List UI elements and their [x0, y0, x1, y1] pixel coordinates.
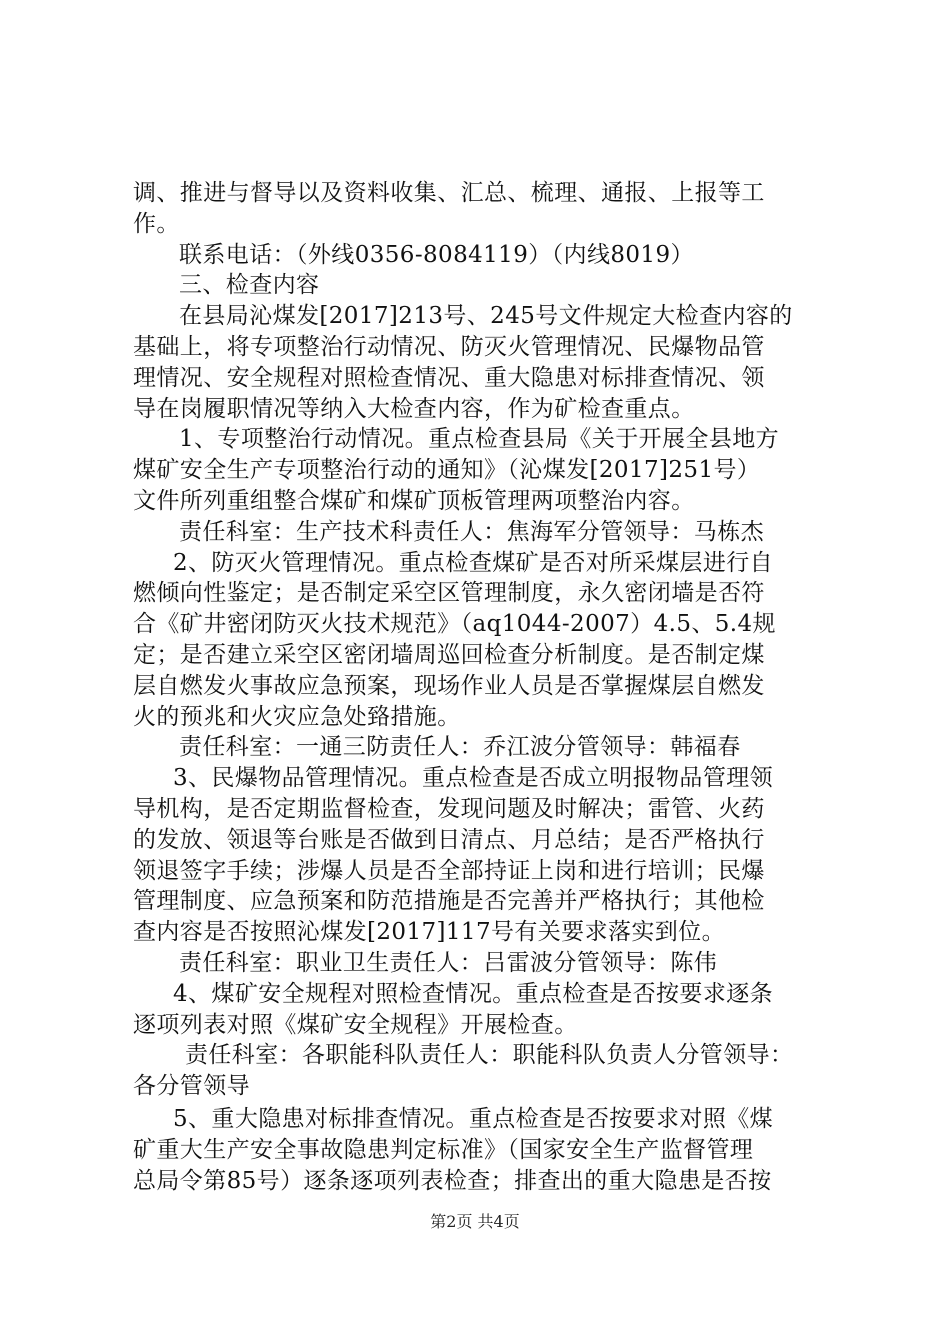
- text-line: 总局令第85号）逐条逐项列表检查；排查出的重大隐患是否按: [133, 1167, 772, 1194]
- text-line: 文件所列重组整合煤矿和煤矿顶板管理两项整治内容。: [133, 487, 695, 514]
- text-line: 调、推进与督导以及资料收集、汇总、梳理、通报、上报等工: [133, 180, 765, 206]
- responsibility-line: 责任科室：生产技术科责任人：焦海军分管领导：马栋杰: [179, 518, 764, 545]
- page-number-footer: 第2页 共4页: [430, 1212, 520, 1231]
- text-line: 作。: [133, 210, 180, 237]
- text-line: 定；是否建立采空区密闭墙周巡回检查分析制度。是否制定煤: [133, 641, 765, 668]
- responsibility-line: 责任科室：各职能科队责任人：职能科队负责人分管领导：: [185, 1042, 794, 1069]
- text-line: 在县局沁煤发[2017]213号、245号文件规定大检查内容的: [179, 303, 793, 330]
- section-heading: 三、检查内容: [179, 272, 320, 299]
- text-line: 导在岗履职情况等纳入大检查内容，作为矿检查重点。: [133, 395, 695, 422]
- text-line: 煤矿安全生产专项整治行动的通知》（沁煤发[2017]251号）: [133, 457, 761, 484]
- text-line: 导机构，是否定期监督检查，发现问题及时解决；雷管、火药: [133, 795, 765, 822]
- item-heading: 1、专项整治行动情况。重点检查县局《关于开展全县地方: [179, 426, 780, 453]
- responsibility-line: 责任科室：一通三防责任人：乔江波分管领导：韩福春: [179, 734, 741, 761]
- text-line: 矿重大生产安全事故隐患判定标准》（国家安全生产监督管理: [133, 1136, 754, 1163]
- text-line: 领退签字手续；涉爆人员是否全部持证上岗和进行培训；民爆: [133, 857, 765, 884]
- text-line: 火的预兆和火灾应急处臵措施。: [133, 703, 461, 730]
- item-heading: 5、重大隐患对标排查情况。重点检查是否按要求对照《煤: [173, 1105, 774, 1132]
- item-heading: 3、民爆物品管理情况。重点检查是否成立明报物品管理领: [173, 765, 774, 792]
- text-line: 各分管领导: [133, 1073, 250, 1100]
- text-line: 逐项列表对照《煤矿安全规程》开展检查。: [133, 1011, 578, 1038]
- contact-phone-line: 联系电话：（外线0356-8084119）（内线8019）: [179, 241, 694, 268]
- text-line: 合《矿井密闭防灭火技术规范》（aq1044-2007）4.5、5.4规: [133, 611, 776, 638]
- text-line: 管理制度、应急预案和防范措施是否完善并严格执行；其他检: [133, 888, 765, 915]
- responsibility-line: 责任科室：职业卫生责任人：吕雷波分管领导：陈伟: [179, 949, 718, 976]
- text-line: 燃倾向性鉴定；是否制定采空区管理制度，永久密闭墙是否符: [133, 580, 765, 607]
- item-heading: 2、防灭火管理情况。重点检查煤矿是否对所采煤层进行自: [173, 549, 774, 576]
- item-heading: 4、煤矿安全规程对照检查情况。重点检查是否按要求逐条: [173, 980, 774, 1007]
- text-line: 的发放、领退等台账是否做到日清点、月总结；是否严格执行: [133, 826, 765, 853]
- text-line: 查内容是否按照沁煤发[2017]117号有关要求落实到位。: [133, 919, 725, 946]
- text-line: 基础上，将专项整治行动情况、防灭火管理情况、民爆物品管: [133, 333, 765, 360]
- document-body: [133, 178, 833, 1196]
- text-line: 层自燃发火事故应急预案，现场作业人员是否掌握煤层自燃发: [133, 672, 765, 699]
- text-line: 理情况、安全规程对照检查情况、重大隐患对标排查情况、领: [133, 364, 765, 391]
